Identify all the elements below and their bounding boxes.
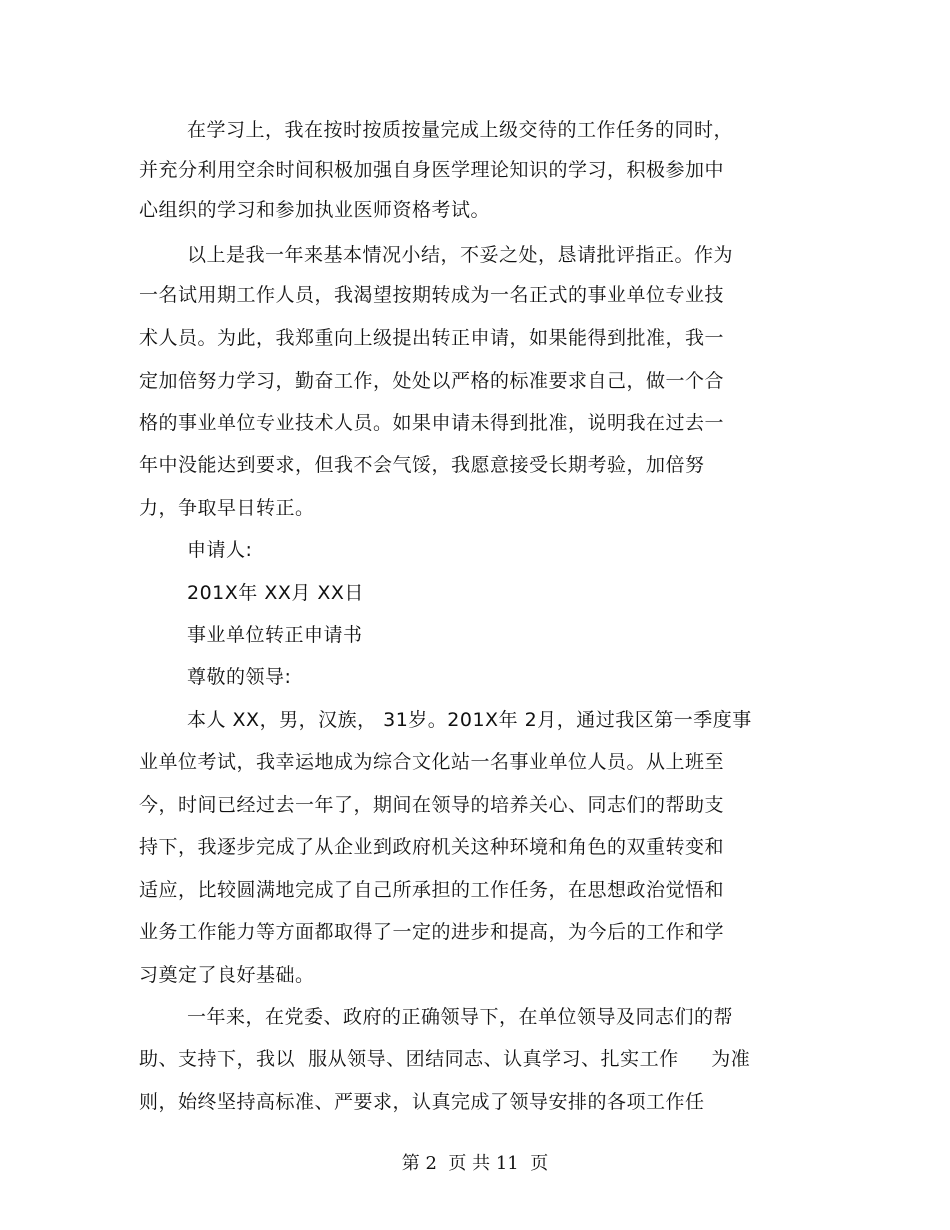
salutation: 尊敬的领导:: [187, 666, 292, 688]
paragraph-line: 定加倍努力学习，勤奋工作，处处以严格的标准要求自己，做一个合: [139, 370, 725, 392]
paragraph-line: 格的事业单位专业技术人员。如果申请未得到批准，说明我在过去一: [139, 412, 725, 434]
paragraph-line: 在学习上，我在按时按质按量完成上级交待的工作任务的同时，: [187, 119, 734, 141]
paragraph-line: 术人员。为此，我郑重向上级提出转正申请，如果能得到批准，我一: [139, 327, 725, 349]
paragraph-line: 适应，比较圆满地完成了自己所承担的工作任务，在思想政治觉悟和: [139, 879, 725, 901]
paragraph-line: 并充分利用空余时间积极加强自身医学理论知识的学习，积极参加中: [139, 159, 725, 181]
applicant-label: 申请人:: [187, 539, 253, 561]
paragraph-line: 一名试用期工作人员，我渴望按期转成为一名正式的事业单位专业技: [139, 284, 725, 306]
page-number: 第 2 页 共 11 页: [401, 1153, 549, 1174]
paragraph-line: 业务工作能力等方面都取得了一定的进步和提高，为今后的工作和学: [139, 921, 725, 943]
paragraph-line: 持下，我逐步完成了从企业到政府机关这种环境和角色的双重转变和: [139, 836, 725, 858]
paragraph-line: 一年来，在党委、政府的正确领导下，在单位领导及同志们的帮: [187, 1006, 734, 1028]
paragraph-line: 力，争取早日转正。: [139, 497, 315, 519]
document-title: 事业单位转正申请书: [187, 624, 363, 646]
paragraph-line: 业单位考试，我幸运地成为综合文化站一名事业单位人员。从上班至: [139, 751, 725, 773]
paragraph-line: 年中没能达到要求，但我不会气馁，我愿意接受长期考验，加倍努: [139, 454, 705, 476]
paragraph-line: 以上是我一年来基本情况小结，不妥之处，恳请批评指正。作为: [187, 244, 734, 266]
paragraph-line: 本人 XX，男，汉族， 31岁。201X年 2月，通过我区第一季度事: [187, 709, 752, 731]
paragraph-line: 习奠定了良好基础。: [139, 964, 315, 986]
date-line: 201X年 XX月 XX日: [187, 582, 364, 604]
paragraph-line: 助、支持下，我以 服从领导、团结同志、认真学习、扎实工作 为准: [139, 1048, 751, 1070]
paragraph-line: 今，时间已经过去一年了，期间在领导的培养关心、同志们的帮助支: [139, 794, 725, 816]
paragraph-line: 则，始终坚持高标准、严要求，认真完成了领导安排的各项工作任: [139, 1091, 705, 1113]
paragraph-line: 心组织的学习和参加执业医师资格考试。: [139, 199, 491, 221]
